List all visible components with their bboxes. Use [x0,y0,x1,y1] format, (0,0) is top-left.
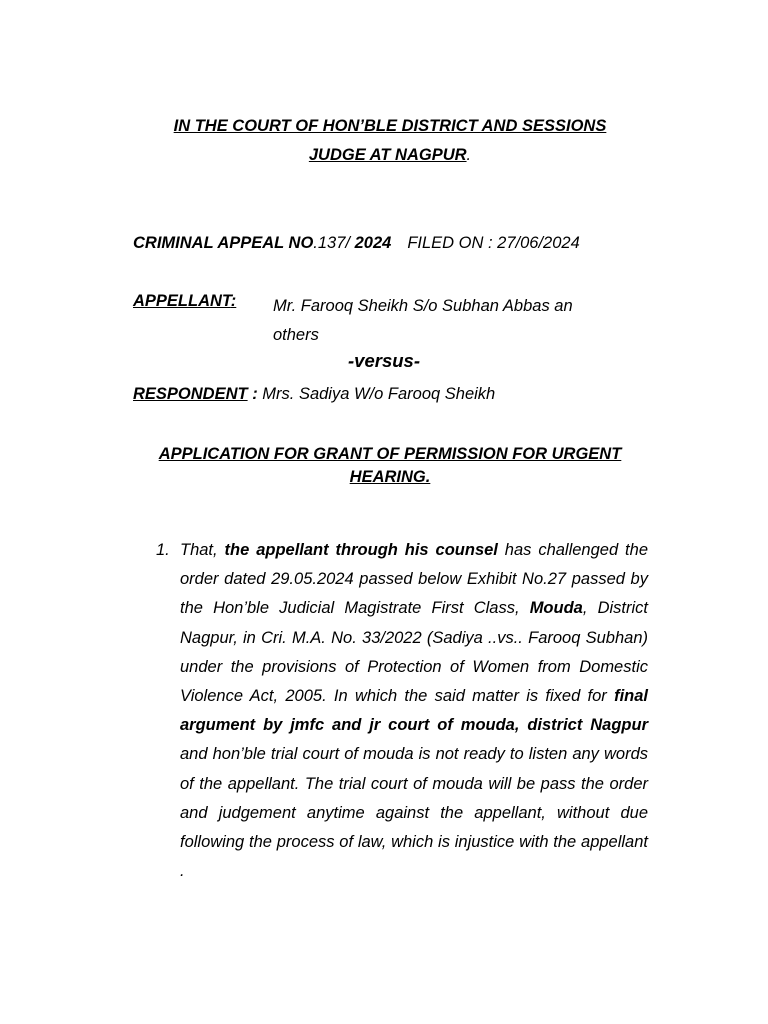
paragraph-bold-2: Mouda [529,599,583,618]
criminal-appeal-year: 2024 [354,234,392,252]
appellant-label-text: APPELLANT [133,292,231,310]
paragraph-text-4: and hon’ble trial court of mouda is not ready to listen any words of the appellant. The trial court of mouda will be pass the order and judgement anytime against the appellant, without due following the process of law, which is injustice with the appellant . [180,745,648,881]
paragraph-bold-1: the appellant through his counsel [224,541,498,559]
filed-on-date: 27/06/2024 [497,234,580,252]
application-title-line2: HEARING. [349,468,431,486]
appellant-label [133,292,236,311]
versus-label: -versus- [348,350,420,371]
filed-on-label: FILED ON : [407,234,498,252]
appellant-name-line2: others [273,326,319,344]
paragraph-text-2: has challenged the order dated 29.05.2024 passed below Exhibit No.27 passed by the Hon’ble Judicial Magistrate First Class, [180,541,648,618]
appellant-name [273,292,643,350]
court-heading-period: . [466,146,472,164]
paragraph-text-1: That, [180,541,225,559]
respondent-line [133,385,495,404]
court-heading [120,112,660,170]
appellant-name-line1: Mr. Farooq Sheikh S/o Subhan Abbas an [273,297,573,315]
respondent-label: RESPONDENT [133,385,248,403]
appellant-label-colon: : [230,292,237,310]
criminal-appeal-number: .137/ [313,234,355,252]
paragraph-body [180,536,648,886]
criminal-appeal-line [133,234,580,253]
respondent-name: Mrs. Sadiya W/o Farooq Sheikh [257,385,496,403]
paragraph-bold-3: final argument by jmfc and jr court of mouda, district Nagpur [180,687,648,735]
paragraph-number: 1. [156,541,170,559]
paragraph-text-3: , District Nagpur, in Cri. M.A. No. 33/2022 (Sadiya ..vs.. Farooq Subhan) under the provisions of Protection of Women from Domestic Violence Act, 2005. In which the said matter is fixed for [180,599,648,706]
court-heading-line1: IN THE COURT OF HON’BLE DISTRICT AND SESSIONS [173,117,607,135]
court-heading-line2: JUDGE AT NAGPUR [308,146,467,164]
criminal-appeal-label: CRIMINAL APPEAL NO [133,234,314,252]
respondent-colon: : [247,385,258,403]
application-title-line1: APPLICATION FOR GRANT OF PERMISSION FOR URGENT [158,445,622,463]
application-title [128,443,652,489]
